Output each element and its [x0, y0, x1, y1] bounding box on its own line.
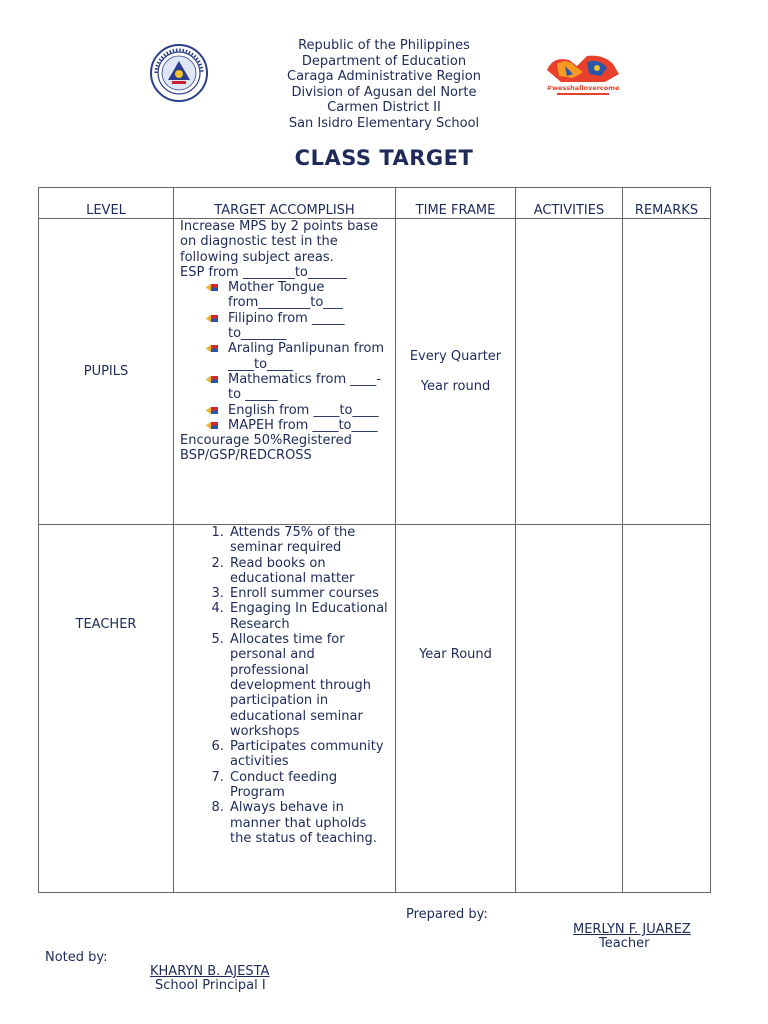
list-item	[228, 403, 391, 418]
pencil-bullet-icon	[206, 313, 218, 324]
header-level: LEVEL	[39, 188, 174, 219]
subject-text: English from ____to____	[228, 402, 379, 418]
prepared-by-label: Prepared by:	[406, 907, 488, 922]
table-row-teacher	[39, 525, 711, 893]
noted-by-name: KHARYN B. AJESTA	[150, 964, 270, 979]
subject-text: Mother Tongue from________to___	[228, 280, 343, 311]
pencil-bullet-icon	[206, 282, 218, 293]
logo-hashtag: #wesshallovercome	[546, 84, 620, 92]
pencil-bullet-icon	[206, 343, 218, 354]
header-line-2: Department of Education	[301, 53, 467, 69]
header-time-frame: TIME FRAME	[396, 188, 516, 219]
list-item: 1. Attends 75% of the seminar required	[228, 525, 391, 556]
list-item: 3. Enroll summer courses	[228, 586, 391, 601]
pupils-closing: Encourage 50%Registered BSP/GSP/REDCROSS	[180, 433, 352, 464]
list-item: 8. Always behave in manner that upholds the status of teaching.	[228, 800, 391, 846]
activities-pupils	[516, 219, 623, 525]
list-item	[228, 280, 391, 311]
list-item: 2. Read books on educational matter	[228, 556, 391, 587]
time-frame-pupils-2: Year round	[420, 379, 491, 394]
remarks-teacher	[623, 525, 711, 893]
header-line-1: Republic of the Philippines	[298, 38, 470, 53]
header-target: TARGET ACCOMPLISH	[174, 188, 396, 219]
noted-by-role: School Principal I	[155, 978, 266, 993]
header-line-4: Division of Agusan del Norte	[291, 84, 477, 100]
subject-text: Araling Panlipunan from ____to____	[228, 341, 385, 372]
list-item: 7. Conduct feeding Program	[228, 770, 391, 801]
time-frame-pupils	[396, 219, 516, 525]
teacher-target-list	[178, 525, 391, 846]
prepared-by-role: Teacher	[599, 936, 650, 951]
page-title: CLASS TARGET	[294, 146, 474, 170]
target-teacher	[174, 525, 396, 893]
header-line-5: Carmen District II	[327, 100, 441, 115]
list-item	[228, 311, 391, 342]
time-frame-pupils-1: Every Quarter	[409, 348, 502, 364]
time-frame-teacher: Year Round	[396, 525, 516, 893]
header-line-3: Caraga Administrative Region	[287, 69, 481, 84]
header-line-6: San Isidro Elementary School	[288, 115, 480, 131]
list-item: 4. Engaging In Educational Research	[228, 601, 391, 632]
pencil-bullet-icon	[206, 405, 218, 416]
pupils-esp: ESP from ________to______	[180, 264, 347, 280]
header-remarks: REMARKS	[623, 188, 711, 219]
subject-text: MAPEH from ____to____	[228, 417, 378, 433]
remarks-pupils	[623, 219, 711, 525]
subject-list	[180, 280, 391, 433]
list-item	[228, 341, 391, 372]
subject-text: Filipino from _____ to_______	[228, 310, 345, 342]
level-pupils: PUPILS	[39, 219, 174, 525]
list-item: 6. Participates community activities	[228, 739, 391, 770]
list-item	[228, 418, 391, 433]
target-pupils	[174, 219, 396, 525]
subject-text: Mathematics from ____-to _____	[228, 371, 381, 403]
activities-teacher	[516, 525, 623, 893]
table-header-row	[39, 188, 711, 219]
level-teacher: TEACHER	[39, 525, 174, 893]
pupils-intro: Increase MPS by 2 points base on diagnostic test in the following subject areas.	[180, 219, 379, 265]
school-header	[0, 38, 768, 131]
table-row-pupils	[39, 219, 711, 525]
pencil-bullet-icon	[206, 420, 218, 431]
prepared-by-name: MERLYN F. JUAREZ	[573, 922, 691, 937]
class-target-table	[38, 187, 711, 893]
header-activities: ACTIVITIES	[516, 188, 623, 219]
list-item	[228, 372, 391, 403]
pencil-bullet-icon	[206, 374, 218, 385]
noted-by-label: Noted by:	[45, 950, 108, 965]
list-item: 5. Allocates time for personal and professional development through participation in educational seminar workshops	[228, 632, 391, 739]
